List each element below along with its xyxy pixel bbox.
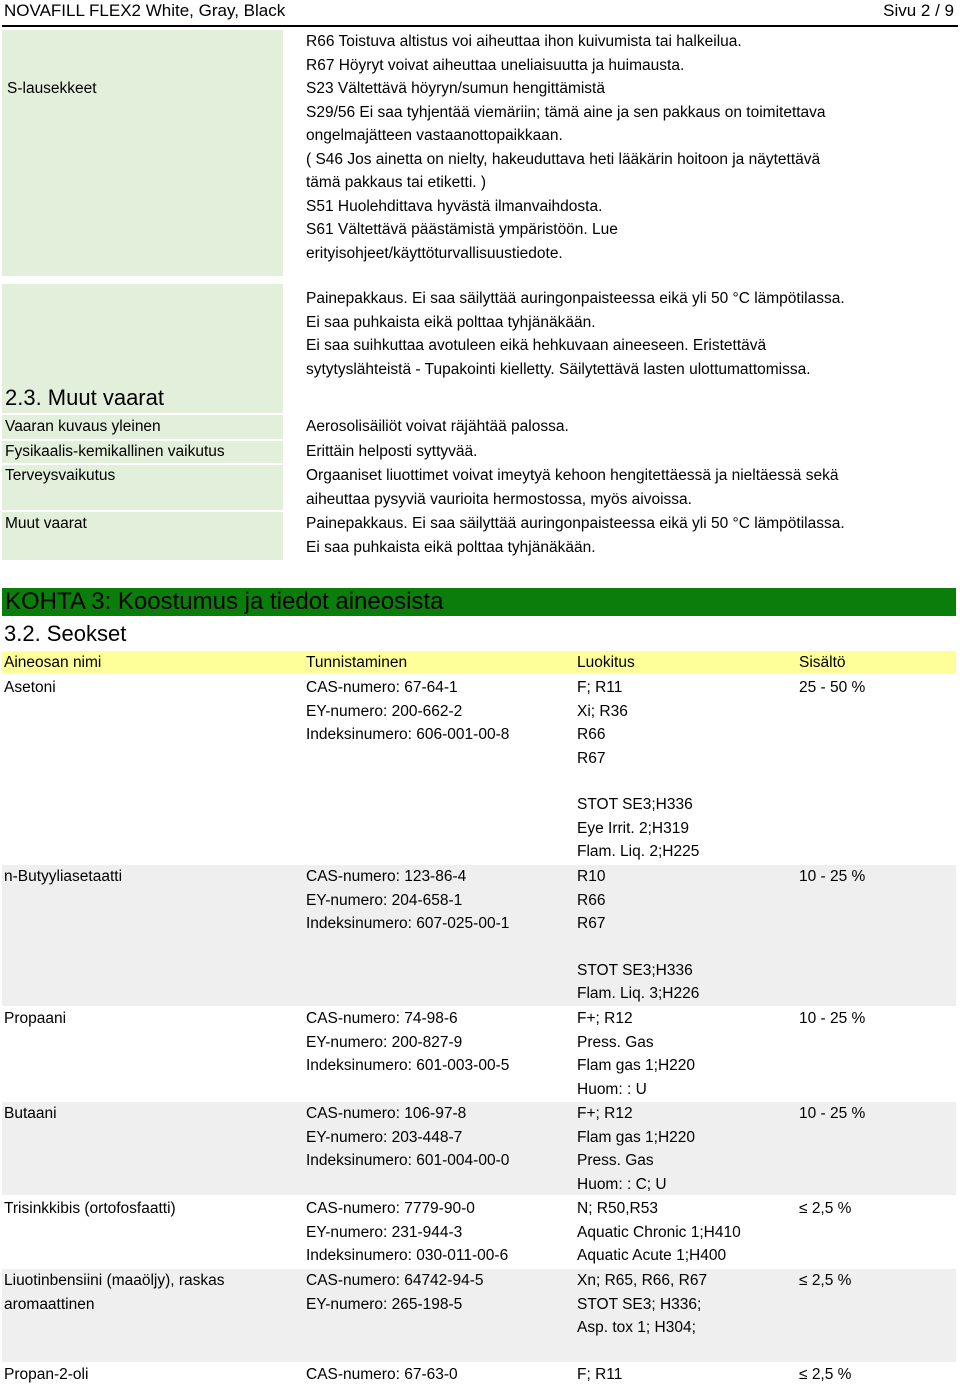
table-cell-name: Liuotinbensiini (maaöljy), raskas: [4, 1272, 225, 1289]
table-cell-class: Flam gas 1;H220: [577, 1128, 696, 1146]
table-cell-class: Xi; R36: [577, 702, 628, 720]
table-cell-class: Flam. Liq. 2;H225: [577, 843, 700, 860]
table-cell-class: Huom: : U: [577, 1080, 647, 1098]
hazard-text: Erittäin helposti syttyvää.: [306, 443, 478, 460]
table-cell-class: F; R11: [577, 1366, 623, 1383]
hazard-text: aiheuttaa pysyviä vaurioita hermostossa, myös aivoissa.: [306, 491, 692, 508]
table-cell-class: F+; R12: [577, 1105, 633, 1122]
column-header-identification: Tunnistaminen: [306, 654, 408, 671]
table-cell-ident: EY-numero: 200-662-2: [306, 702, 463, 720]
table-cell-content: ≤ 2,5 %: [799, 1366, 852, 1383]
table-cell-ident: CAS-numero: 74-98-6: [306, 1010, 458, 1027]
r-phrase-line: R67 Höyryt voivat aiheuttaa uneliaisuutta ja huimausta.: [306, 56, 685, 74]
paine-line: sytytyslähteistä - Tupakointi kielletty. Säilytettävä lasten ulottumattomissa.: [306, 360, 811, 378]
paine-line: Ei saa puhkaista eikä polttaa tyhjänäkään.: [306, 313, 596, 331]
table-cell-ident: Indeksinumero: 607-025-00-1: [306, 915, 510, 932]
table-cell-class: F; R11: [577, 679, 623, 696]
s-phrase-line: erityisohjeet/käyttöturvallisuustiedote.: [306, 244, 563, 262]
table-cell-ident: EY-numero: 200-827-9: [306, 1033, 463, 1051]
table-cell-content: ≤ 2,5 %: [799, 1272, 852, 1289]
r-phrase-line: R66 Toistuva altistus voi aiheuttaa ihon kuivumista tai halkeilua.: [306, 33, 742, 50]
table-cell-class: R10: [577, 868, 606, 885]
table-cell-class: R67: [577, 749, 606, 767]
column-header-content: Sisältö: [799, 654, 846, 671]
table-cell-name: Propan-2-oli: [4, 1366, 89, 1383]
table-cell-ident: CAS-numero: 106-97-8: [306, 1105, 467, 1122]
table-cell-ident: CAS-numero: 123-86-4: [306, 868, 467, 885]
paine-line: Painepakkaus. Ei saa säilyttää auringonpaisteessa eikä yli 50 °C lämpötilassa.: [306, 290, 845, 307]
table-cell-class: STOT SE3; H336;: [577, 1295, 702, 1313]
table-cell-content: ≤ 2,5 %: [799, 1200, 852, 1217]
table-cell-class: Press. Gas: [577, 1152, 654, 1169]
hazards-heading: 2.3. Muut vaarat: [5, 385, 164, 410]
s-phrase-line: S29/56 Ei saa tyhjentää viemäriin; tämä aine ja sen pakkaus on toimitettava: [306, 103, 826, 121]
s-phrase-line: S61 Vältettävä päästämistä ympäristöön. Lue: [306, 221, 618, 238]
table-cell-content: 10 - 25 %: [799, 1010, 866, 1027]
table-cell-class: R67: [577, 915, 606, 932]
table-cell-content: 10 - 25 %: [799, 868, 866, 885]
table-cell-class: Flam. Liq. 3;H226: [577, 985, 700, 1002]
s-phrases-text-cell: [305, 30, 958, 276]
table-cell-content: 10 - 25 %: [799, 1105, 866, 1122]
hazard-text: Ei saa puhkaista eikä polttaa tyhjänäkään.: [306, 539, 596, 556]
column-header-classification: Luokitus: [577, 654, 635, 671]
s-phrase-line: S23 Vältettävä höyryn/sumun hengittämistä: [306, 80, 605, 97]
table-cell-class: Xn; R65, R66, R67: [577, 1272, 708, 1289]
table-cell-ident: Indeksinumero: 601-003-00-5: [306, 1057, 510, 1074]
table-cell-ident: Indeksinumero: 030-011-00-6: [306, 1247, 509, 1264]
table-cell-class: R66: [577, 891, 606, 909]
table-cell-class: N; R50,R53: [577, 1200, 658, 1217]
section-3-bar: [2, 588, 956, 616]
paine-line: Ei saa suihkuttaa avotuleen eikä hehkuvaan aineeseen. Eristettävä: [306, 337, 767, 354]
column-header-name: Aineosan nimi: [4, 654, 102, 671]
hazard-label: Fysikaalis-kemikallinen vaikutus: [5, 443, 225, 460]
table-cell-ident: Indeksinumero: 606-001-00-8: [306, 726, 510, 743]
table-cell-ident: CAS-numero: 64742-94-5: [306, 1272, 484, 1289]
s-phrase-line: tämä pakkaus tai etiketti. ): [306, 174, 487, 191]
header-divider: [2, 25, 958, 27]
table-cell-ident: CAS-numero: 7779-90-0: [306, 1200, 475, 1217]
table-cell-content: 25 - 50 %: [799, 679, 866, 696]
table-cell-class: F+; R12: [577, 1010, 633, 1027]
hazard-text: Aerosolisäiliöt voivat räjähtää palossa.: [306, 418, 569, 435]
table-cell-class: Press. Gas: [577, 1033, 654, 1051]
table-cell-name: n-Butyyliasetaatti: [4, 868, 123, 885]
table-cell-class: Asp. tox 1; H304;: [577, 1319, 696, 1336]
table-cell-name: Butaani: [4, 1105, 57, 1122]
section-3-title: KOHTA 3: Koostumus ja tiedot aineosista: [5, 588, 444, 615]
s-phrase-line: ( S46 Jos ainetta on nielty, hakeuduttava heti lääkärin hoitoon ja näytettävä: [306, 150, 821, 168]
hazard-label: Terveysvaikutus: [5, 467, 116, 484]
table-cell-class: STOT SE3;H336: [577, 796, 693, 813]
table-cell-ident: CAS-numero: 67-63-0: [306, 1366, 458, 1383]
table-cell-ident: EY-numero: 203-448-7: [306, 1128, 463, 1146]
table-cell-class: Aquatic Acute 1;H400: [577, 1247, 727, 1264]
s-phrase-line: S51 Huolehdittava hyvästä ilmanvaihdosta.: [306, 197, 603, 215]
table-cell-name: Asetoni: [4, 679, 56, 696]
hazard-text: Painepakkaus. Ei saa säilyttää auringonpaisteessa eikä yli 50 °C lämpötilassa.: [306, 515, 845, 532]
hazard-label: Muut vaarat: [5, 515, 87, 532]
table-cell-ident: EY-numero: 204-658-1: [306, 891, 463, 909]
table-cell-class: Huom: : C; U: [577, 1175, 667, 1193]
table-cell-ident: CAS-numero: 67-64-1: [306, 679, 458, 696]
document-title: NOVAFILL FLEX2 White, Gray, Black: [4, 1, 286, 20]
hazard-text: Orgaaniset liuottimet voivat imeytyä kehoon hengitettäessä ja nieltäessä sekä: [306, 467, 839, 484]
paine-label-cell: [2, 284, 283, 386]
table-cell-name: Trisinkkibis (ortofosfaatti): [4, 1200, 176, 1217]
table-cell-ident: Indeksinumero: 601-004-00-0: [306, 1152, 510, 1169]
table-cell-class: STOT SE3;H336: [577, 961, 693, 979]
table-cell-class: Aquatic Chronic 1;H410: [577, 1223, 741, 1241]
mixtures-heading: 3.2. Seokset: [4, 621, 127, 646]
table-cell-name: Propaani: [4, 1010, 67, 1027]
table-cell-ident: EY-numero: 265-198-5: [306, 1295, 463, 1313]
table-cell-class: Flam gas 1;H220: [577, 1057, 696, 1074]
hazard-label: Vaaran kuvaus yleinen: [5, 418, 161, 435]
table-cell-name: aromaattinen: [4, 1295, 95, 1313]
table-cell-class: Eye Irrit. 2;H319: [577, 819, 689, 837]
s-phrase-line: ongelmajätteen vastaanottopaikkaan.: [306, 127, 563, 144]
s-phrases-label-cell: [2, 30, 283, 276]
table-header: [2, 651, 956, 674]
s-phrases-label: S-lausekkeet: [7, 80, 97, 97]
page-number: Sivu 2 / 9: [883, 1, 954, 20]
table-cell-class: R66: [577, 726, 606, 743]
table-cell-ident: EY-numero: 231-944-3: [306, 1223, 463, 1241]
paine-text-cell: [305, 284, 958, 386]
